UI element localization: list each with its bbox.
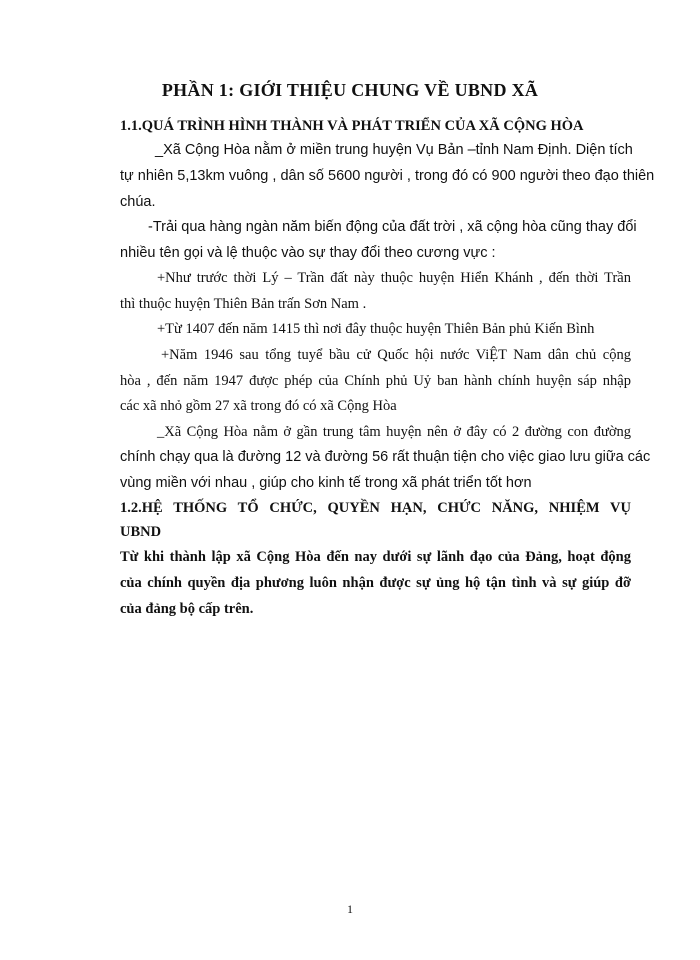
paragraph-line: +Năm 1946 sau tổng tuyể bầu cử Quốc hội nước ViỆT Nam dân chủ cộng [161, 347, 631, 363]
section-heading-1-1: 1.1.QUÁ TRÌNH HÌNH THÀNH VÀ PHÁT TRIỂN CỦA XÃ CỘNG HÒA [120, 118, 584, 134]
page-title: PHẦN 1: GIỚI THIỆU CHUNG VỀ UBND XÃ [161, 80, 539, 100]
paragraph-line: vùng miền với nhau , giúp cho kinh tế trong xã phát triển tốt hơn [120, 475, 532, 491]
paragraph-line: _Xã Cộng Hòa nằm ở miền trung huyện Vụ Bản –tỉnh Nam Định. Diện tích [155, 142, 633, 158]
page-number: 1 [347, 902, 353, 916]
paragraph-line: của chính quyền địa phương luôn nhận được sự ủng hộ tận tình và sự giúp đỡ [120, 575, 631, 591]
section-heading-1-2: 1.2.HỆ THỐNG TỔ CHỨC, QUYỀN HẠN, CHỨC NĂNG, NHIỆM VỤ [120, 500, 631, 516]
paragraph-line: của đảng bộ cấp trên. [120, 601, 254, 617]
paragraph-line: nhiều tên gọi và lệ thuộc vào sự thay đổi theo cương vực : [120, 245, 496, 261]
paragraph-line: Từ khi thành lập xã Cộng Hòa đến nay dưới sự lãnh đạo của Đảng, hoạt động [120, 549, 631, 565]
paragraph-line: chính chạy qua là đường 12 và đường 56 rất thuận tiện cho việc giao lưu giữa các [120, 449, 651, 465]
paragraph-line: tự nhiên 5,13km vuông , dân số 5600 người , trong đó có 900 người theo đạo thiên [120, 168, 655, 184]
paragraph-line: -Trải qua hàng ngàn năm biến động của đất trời , xã cộng hòa cũng thay đổi [148, 219, 637, 235]
paragraph-line: _Xã Cộng Hòa nằm ở gần trung tâm huyện nên ở đây có 2 đường con đường [157, 424, 631, 440]
paragraph-line: +Từ 1407 đến năm 1415 thì nơi đây thuộc huyện Thiên Bản phủ Kiến Bình [157, 321, 595, 337]
section-heading-1-2-cont: UBND [120, 524, 162, 540]
paragraph-line: hòa , đến năm 1947 được phép của Chính phủ Uỷ ban hành chính huyện sáp nhập [120, 373, 631, 389]
paragraph-line: chúa. [120, 194, 156, 210]
paragraph-line: thì thuộc huyện Thiên Bản trấn Sơn Nam . [120, 296, 367, 312]
paragraph-line: các xã nhỏ gồm 27 xã trong đó có xã Cộng Hòa [120, 398, 397, 414]
paragraph-line: +Như trước thời Lý – Trần đất này thuộc huyện Hiển Khánh , đến thời Trần [157, 270, 631, 286]
